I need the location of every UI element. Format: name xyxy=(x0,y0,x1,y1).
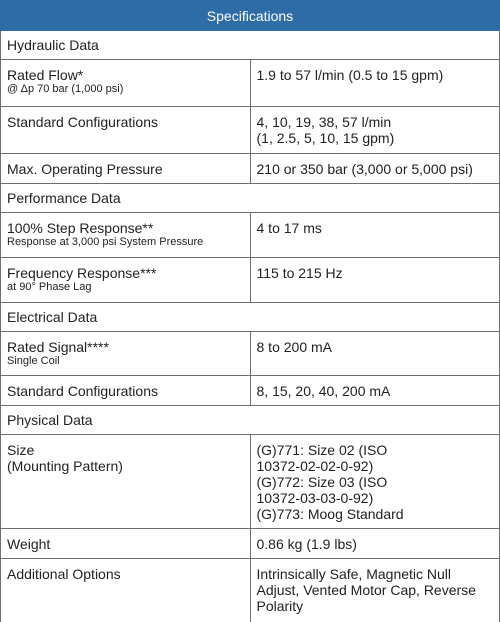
row-label-step-response xyxy=(1,213,251,258)
label-text: 100% Step Response** xyxy=(7,220,154,236)
value-line: Polarity xyxy=(256,598,304,614)
label-subtext: Response at 3,000 psi System Pressure xyxy=(7,236,204,248)
row-label-frequency-response xyxy=(1,258,251,303)
value-line: 10372-02-02-0-92) xyxy=(256,458,374,474)
row-value-standard-configurations-electrical: 8, 15, 20, 40, 200 mA xyxy=(250,376,500,406)
table-row xyxy=(1,107,500,154)
row-value-frequency-response: 115 to 215 Hz xyxy=(250,258,500,303)
label-subtext: @ Δp 70 bar (1,000 psi) xyxy=(7,83,124,95)
table-row xyxy=(1,529,500,559)
row-label-rated-flow xyxy=(1,60,251,107)
row-value-standard-configurations xyxy=(250,107,500,154)
table-row xyxy=(1,376,500,406)
row-label-standard-configurations: Standard Configurations xyxy=(1,107,251,154)
label-line: Size xyxy=(7,442,35,458)
value-line: (G)772: Size 03 (ISO xyxy=(256,474,388,490)
table-row xyxy=(1,60,500,107)
label-subtext: at 90° Phase Lag xyxy=(7,281,92,293)
section-electrical-data: Electrical Data xyxy=(1,303,500,332)
row-value-step-response: 4 to 17 ms xyxy=(250,213,500,258)
table-row xyxy=(1,332,500,376)
table-row xyxy=(1,154,500,184)
row-label-size xyxy=(1,435,251,529)
label-text: Frequency Response*** xyxy=(7,265,157,281)
row-value-rated-flow: 1.9 to 57 l/min (0.5 to 15 gpm) xyxy=(250,60,500,107)
row-value-additional-options xyxy=(250,559,500,622)
row-value-size xyxy=(250,435,500,529)
label-text: Rated Signal**** xyxy=(7,339,109,355)
table-header: Specifications xyxy=(1,1,500,31)
label-text: Rated Flow* xyxy=(7,67,84,83)
table-row xyxy=(1,435,500,529)
value-line: (G)771: Size 02 (ISO xyxy=(256,442,388,458)
value-line: 10372-03-03-0-92) xyxy=(256,490,374,506)
row-label-standard-configurations-electrical: Standard Configurations xyxy=(1,376,251,406)
value-line: Intrinsically Safe, Magnetic Null xyxy=(256,566,452,582)
table-row xyxy=(1,559,500,622)
row-value-weight: 0.86 kg (1.9 lbs) xyxy=(250,529,500,559)
row-value-max-operating-pressure: 210 or 350 bar (3,000 or 5,000 psi) xyxy=(250,154,500,184)
value-line: (1, 2.5, 5, 10, 15 gpm) xyxy=(256,130,395,146)
value-line: Adjust, Vented Motor Cap, Reverse xyxy=(256,582,476,598)
table-row xyxy=(1,213,500,258)
label-subtext: Single Coil xyxy=(7,355,60,367)
section-performance-data: Performance Data xyxy=(1,184,500,213)
row-value-rated-signal: 8 to 200 mA xyxy=(250,332,500,376)
row-label-rated-signal xyxy=(1,332,251,376)
value-line: (G)773: Moog Standard xyxy=(256,506,404,522)
value-line: 4, 10, 19, 38, 57 l/min xyxy=(256,114,392,130)
section-physical-data: Physical Data xyxy=(1,406,500,435)
row-label-additional-options: Additional Options xyxy=(1,559,251,622)
row-label-weight: Weight xyxy=(1,529,251,559)
section-hydraulic-data: Hydraulic Data xyxy=(1,31,500,60)
row-label-max-operating-pressure: Max. Operating Pressure xyxy=(1,154,251,184)
table-row xyxy=(1,258,500,303)
label-line: (Mounting Pattern) xyxy=(7,458,123,474)
